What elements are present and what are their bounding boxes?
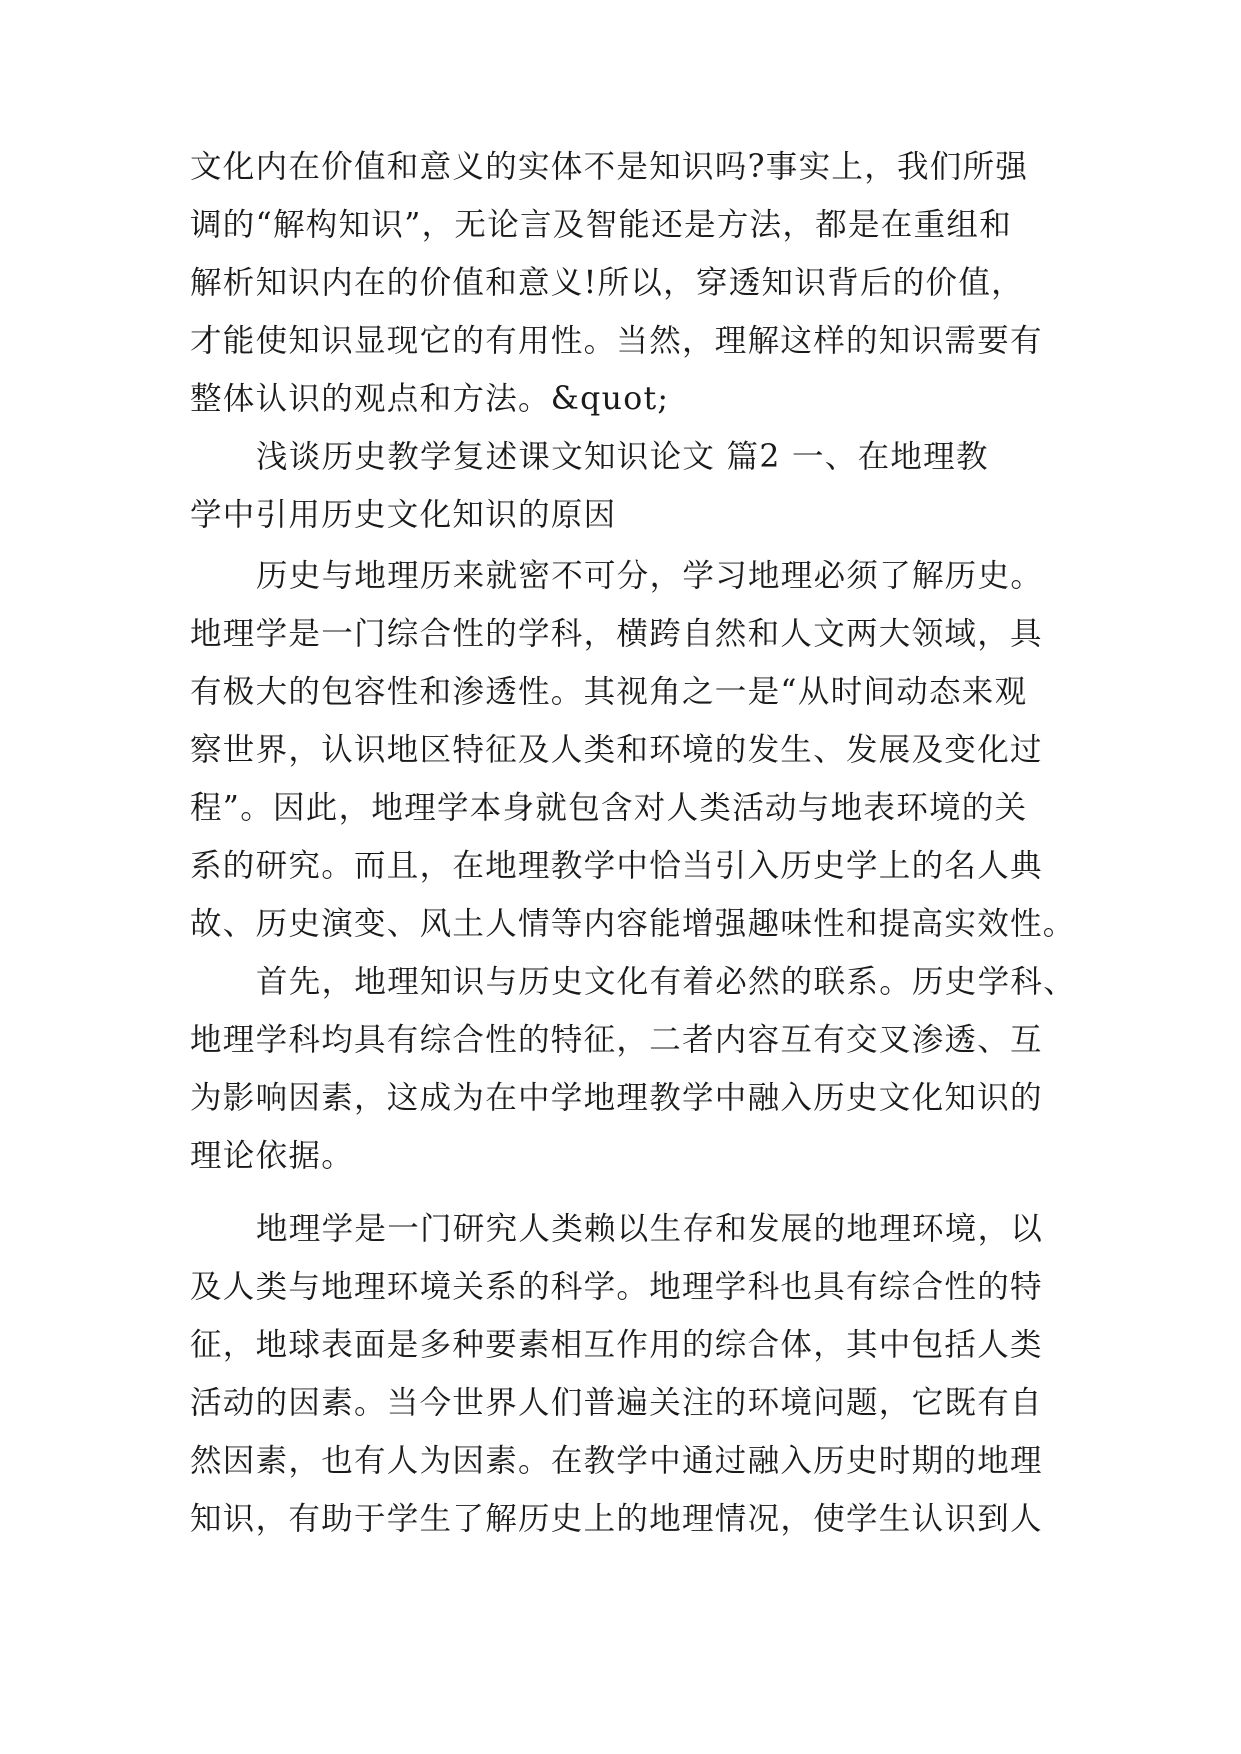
paragraph-line: 整体认识的观点和方法。&quot; <box>190 381 670 417</box>
paragraph-line: 知识，有助于学生了解历史上的地理情况，使学生认识到人 <box>190 1501 1043 1537</box>
paragraph-line: 理论依据。 <box>190 1138 355 1174</box>
paragraph-line: 历史与地理历来就密不可分，学习地理必须了解历史。 <box>256 558 1044 594</box>
paragraph-line: 及人类与地理环境关系的科学。地理学科也具有综合性的特 <box>190 1269 1043 1305</box>
paragraph-line: 故、历史演变、风土人情等内容能增强趣味性和提高实效性。 <box>190 906 1076 942</box>
section-heading-line: 学中引用历史文化知识的原因 <box>190 497 617 533</box>
paragraph-line: 有极大的包容性和渗透性。其视角之一是“从时间动态来观 <box>190 674 1028 710</box>
paragraph-line: 然因素，也有人为因素。在教学中通过融入历史时期的地理 <box>190 1443 1043 1479</box>
paragraph-line: 为影响因素，这成为在中学地理教学中融入历史文化知识的 <box>190 1080 1043 1116</box>
paragraph-line: 解析知识内在的价值和意义!所以，穿透知识背后的价值， <box>190 265 1024 301</box>
paragraph-line: 才能使知识显现它的有用性。当然，理解这样的知识需要有 <box>190 323 1043 359</box>
paragraph-line: 文化内在价值和意义的实体不是知识吗?事实上，我们所强 <box>190 149 1029 185</box>
paragraph-line: 程”。因此，地理学本身就包含对人类活动与地表环境的关 <box>190 790 1028 826</box>
paragraph-line: 地理学是一门综合性的学科，横跨自然和人文两大领域，具 <box>190 616 1043 652</box>
paragraph-line: 征，地球表面是多种要素相互作用的综合体，其中包括人类 <box>190 1327 1043 1363</box>
paragraph-line: 察世界，认识地区特征及人类和环境的发生、发展及变化过 <box>190 732 1043 768</box>
paragraph-line: 活动的因素。当今世界人们普遍关注的环境问题，它既有自 <box>190 1385 1043 1421</box>
section-heading-line: 浅谈历史教学复述课文知识论文 篇2 一、在地理教 <box>256 439 989 475</box>
paragraph-line: 调的“解构知识”，无论言及智能还是方法，都是在重组和 <box>190 207 1013 243</box>
paragraph-line: 地理学是一门研究人类赖以生存和发展的地理环境，以 <box>256 1211 1044 1247</box>
paragraph-line: 地理学科均具有综合性的特征，二者内容互有交叉渗透、互 <box>190 1022 1043 1058</box>
paragraph-line: 系的研究。而且，在地理教学中恰当引入历史学上的名人典 <box>190 848 1043 884</box>
paragraph-line: 首先，地理知识与历史文化有着必然的联系。历史学科、 <box>256 964 1077 1000</box>
